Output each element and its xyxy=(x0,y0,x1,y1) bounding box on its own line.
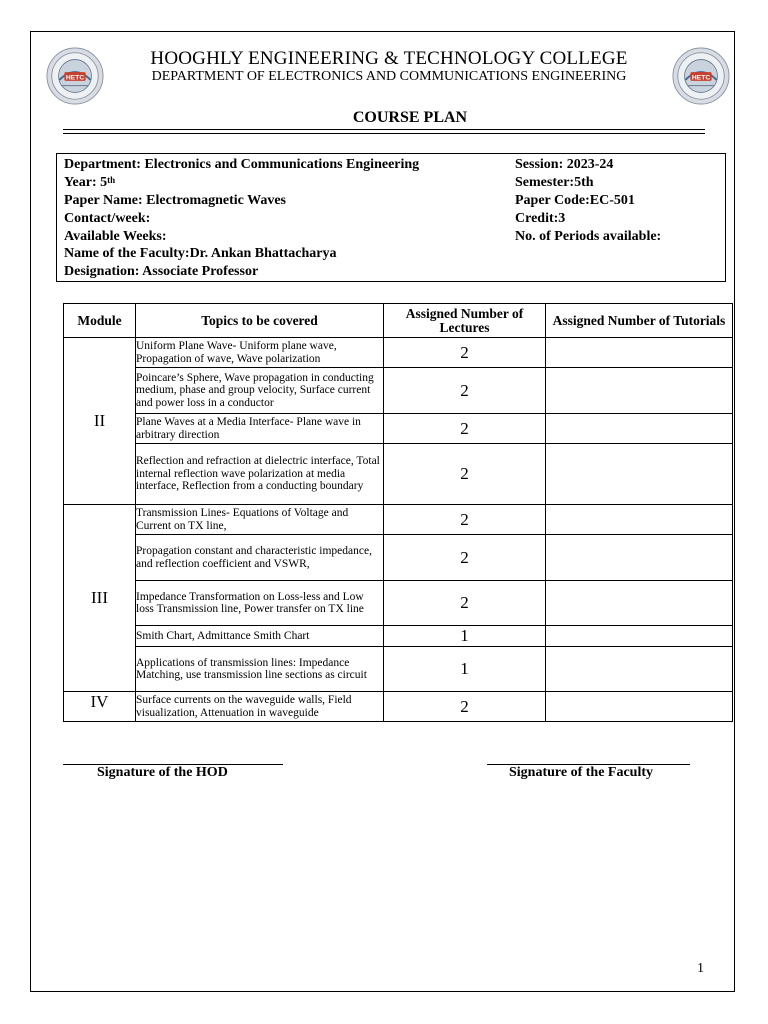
faculty-signature-label: Signature of the Faculty xyxy=(509,765,654,780)
topic-cell: Plane Waves at a Media Interface- Plane wave in arbitrary direction xyxy=(136,414,384,444)
topic-cell: Surface currents on the waveguide walls, Field visualization, Attenuation in waveguide xyxy=(136,692,384,722)
course-info-box xyxy=(56,153,726,282)
table-header-row xyxy=(64,304,733,338)
tutorials-cell xyxy=(546,444,733,505)
tutorials-cell xyxy=(546,647,733,692)
table-row xyxy=(64,368,733,414)
tutorials-cell xyxy=(546,505,733,535)
info-session: Session: 2023-24 xyxy=(515,157,614,172)
department-name: DEPARTMENT OF ELECTRONICS AND COMMUNICATIONS ENGINEERING xyxy=(151,69,627,84)
tutorials-cell xyxy=(546,414,733,444)
table-row xyxy=(64,505,733,535)
tutorials-cell xyxy=(546,581,733,626)
info-paper-code: Paper Code:EC-501 xyxy=(515,193,635,208)
table-row xyxy=(64,535,733,581)
tutorials-cell xyxy=(546,368,733,414)
info-year xyxy=(64,175,115,191)
table-row xyxy=(64,626,733,647)
info-available-weeks: Available Weeks: xyxy=(64,229,167,244)
title-rule-bottom xyxy=(63,133,705,134)
page-number: 1 xyxy=(697,961,704,976)
topic-cell: Impedance Transformation on Loss-less and Low loss Transmission line, Power transfer on TX line xyxy=(136,581,384,626)
module-cell: II xyxy=(64,338,136,505)
lectures-cell: 1 xyxy=(384,626,546,647)
lectures-cell: 2 xyxy=(384,368,546,414)
info-periods: No. of Periods available: xyxy=(515,229,662,244)
lectures-cell: 2 xyxy=(384,581,546,626)
topic-cell: Propagation constant and characteristic impedance, and reflection coefficient and VSWR, xyxy=(136,535,384,581)
topic-cell: Uniform Plane Wave- Uniform plane wave, Propagation of wave, Wave polarization xyxy=(136,338,384,368)
header-lectures: Assigned Number of Lectures xyxy=(384,304,546,338)
table-row xyxy=(64,414,733,444)
table-row xyxy=(64,581,733,626)
info-year-suffix: th xyxy=(107,175,116,185)
info-credit: Credit:3 xyxy=(515,211,566,226)
module-cell: IV xyxy=(64,692,136,722)
lectures-cell: 2 xyxy=(384,535,546,581)
table-row xyxy=(64,338,733,368)
hod-signature-label: Signature of the HOD xyxy=(97,765,228,780)
info-semester: Semester:5th xyxy=(515,175,594,190)
tutorials-cell xyxy=(546,338,733,368)
table-row xyxy=(64,692,733,722)
table-row xyxy=(64,647,733,692)
lectures-cell: 2 xyxy=(384,505,546,535)
module-cell: III xyxy=(64,505,136,692)
topic-cell: Reflection and refraction at dielectric interface, Total internal reflection wave polarization at media interface, Reflection from a conducting boundary xyxy=(136,444,384,505)
college-name: HOOGHLY ENGINEERING & TECHNOLOGY COLLEGE xyxy=(150,48,628,69)
header-topics: Topics to be covered xyxy=(136,304,384,338)
svg-text:HETC: HETC xyxy=(691,74,711,82)
table-row xyxy=(64,444,733,505)
tutorials-cell xyxy=(546,535,733,581)
lectures-cell: 2 xyxy=(384,692,546,722)
title-rule-top xyxy=(63,129,705,130)
info-contact-week: Contact/week: xyxy=(64,211,151,226)
lectures-cell: 2 xyxy=(384,444,546,505)
lectures-cell: 2 xyxy=(384,338,546,368)
page-title: COURSE PLAN xyxy=(352,109,468,126)
header-module: Module xyxy=(64,304,136,338)
topic-cell: Smith Chart, Admittance Smith Chart xyxy=(136,626,384,647)
tutorials-cell xyxy=(546,692,733,722)
info-designation: Designation: Associate Professor xyxy=(64,264,259,279)
header-tutorials: Assigned Number of Tutorials xyxy=(546,304,733,338)
info-faculty-name: Name of the Faculty:Dr. Ankan Bhattacharya xyxy=(64,246,337,261)
topic-cell: Transmission Lines- Equations of Voltage and Current on TX line, xyxy=(136,505,384,535)
course-plan-table xyxy=(63,303,733,722)
lectures-cell: 2 xyxy=(384,414,546,444)
info-department: Department: Electronics and Communications Engineering xyxy=(64,157,420,172)
info-paper-name: Paper Name: Electromagnetic Waves xyxy=(64,193,287,208)
tutorials-cell xyxy=(546,626,733,647)
info-year-value: Year: 5 xyxy=(64,175,108,190)
svg-text:HETC: HETC xyxy=(65,74,85,82)
topic-cell: Applications of transmission lines: Impedance Matching, use transmission line sections as circuit xyxy=(136,647,384,692)
lectures-cell: 1 xyxy=(384,647,546,692)
topic-cell: Poincare’s Sphere, Wave propagation in conducting medium, phase and group velocity, Surface current and power loss in a conductor xyxy=(136,368,384,414)
